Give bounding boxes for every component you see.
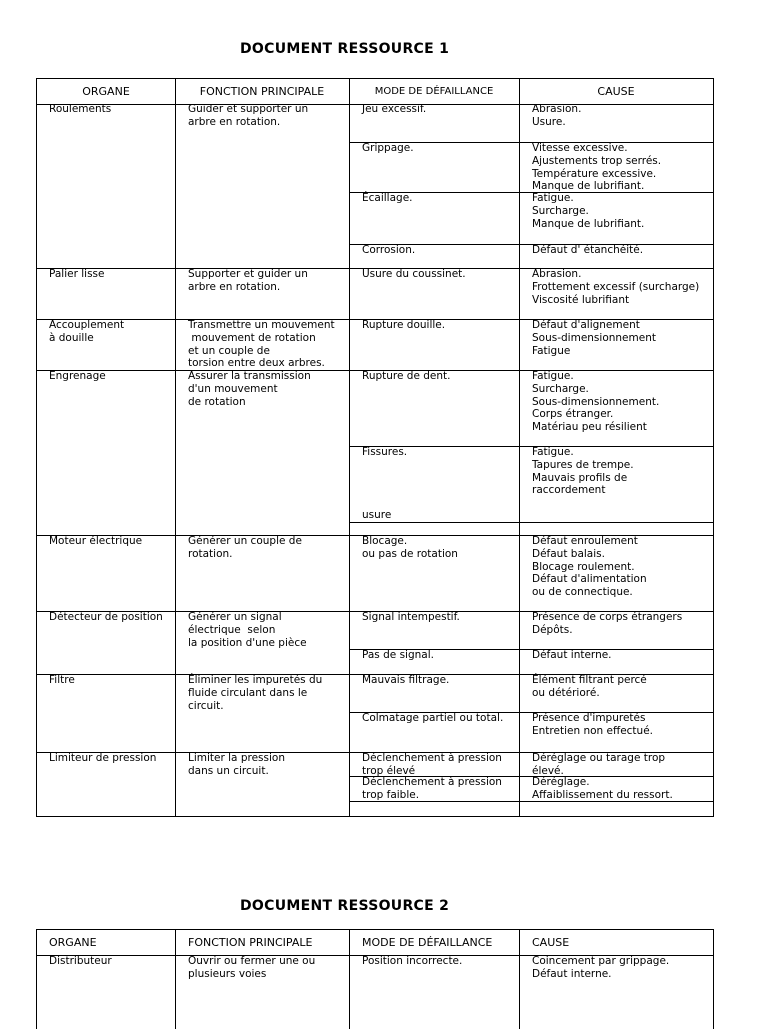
mode-cell (362, 446, 407, 459)
row-divider (349, 244, 713, 245)
row-divider (349, 142, 713, 143)
cell-line: Usure du coussinet. (362, 268, 466, 280)
row-divider (349, 674, 713, 675)
cell-line: Manque de lubrifiant. (532, 180, 645, 193)
cell-line: Mauvais filtrage. (362, 674, 450, 686)
cell-line: Guider et supporter un (188, 103, 309, 115)
cause-cell (532, 446, 634, 497)
mode-cell (362, 535, 458, 561)
cell-line: Ajustements trop serrés. (532, 154, 662, 167)
fonction-cell (188, 535, 302, 561)
cell-line: Roulements (49, 103, 112, 115)
cell-line: Blocage. (362, 535, 408, 547)
mode-cell (362, 319, 445, 332)
organe-cell (49, 103, 111, 116)
cell-line: Manque de lubrifiant. (532, 217, 645, 230)
cell-line: Fatigue. (532, 370, 574, 382)
cell-line: Signal intempestif. (362, 611, 460, 623)
cell-line: Assurer la transmission (188, 370, 311, 382)
column-divider (349, 79, 350, 816)
cell-line: Fatigue. (532, 192, 574, 204)
organe-cell (49, 370, 106, 383)
header-organe: ORGANE (49, 936, 97, 949)
document-title-2: DOCUMENT RESSOURCE 2 (240, 898, 450, 914)
row-divider (349, 776, 713, 777)
cell-line: Dépôts. (532, 623, 573, 636)
column-divider (519, 79, 520, 816)
cell-line: de rotation (188, 395, 246, 408)
table-header-row (37, 79, 713, 105)
row-divider (349, 522, 713, 523)
row-divider (37, 611, 349, 612)
cell-line: ou détérioré. (532, 686, 600, 699)
organe-cell (49, 611, 163, 624)
cell-line: arbre en rotation. (188, 280, 281, 293)
cell-line: Supporter et guider un (188, 268, 308, 280)
cause-cell (532, 103, 581, 129)
cause-cell (532, 752, 665, 778)
cell-line: Engrenage (49, 370, 106, 382)
column-divider (349, 930, 350, 1029)
cell-line: Défaut interne. (532, 649, 612, 661)
cell-line: électrique selon (188, 623, 276, 636)
row-divider (37, 674, 349, 675)
cell-line: Élément filtrant percé (532, 674, 647, 686)
cell-line: Déclenchement à pression (362, 776, 502, 788)
cause-cell (532, 244, 643, 257)
cell-line: Limiter la pression (188, 752, 285, 764)
cell-line: plusieurs voies (188, 967, 267, 980)
row-divider (37, 268, 349, 269)
column-divider (175, 79, 176, 816)
cell-line: Défaut interne. (532, 967, 612, 980)
cell-line: Fatigue (532, 344, 571, 357)
document-title-1: DOCUMENT RESSOURCE 1 (240, 41, 450, 57)
fonction-cell (188, 268, 308, 294)
cell-line: Position incorrecte. (362, 955, 463, 967)
cell-line: Éliminer les impuretés du (188, 674, 323, 686)
mode-cell (362, 776, 502, 802)
cell-line: mouvement de rotation (188, 331, 316, 344)
header-mode: MODE DE DÉFAILLANCE (362, 936, 493, 949)
cell-line: Surcharge. (532, 204, 589, 217)
row-divider (349, 192, 713, 193)
cell-line: Affaiblissement du ressort. (532, 788, 673, 801)
cause-cell (532, 268, 699, 306)
row-divider (349, 712, 713, 713)
organe-cell (49, 319, 124, 345)
header-fonction: FONCTION PRINCIPALE (199, 85, 325, 98)
mode-cell (362, 509, 391, 522)
cell-line: Colmatage partiel ou total. (362, 712, 504, 724)
cause-cell (532, 319, 656, 357)
cell-line: Matériau peu résilient (532, 421, 647, 434)
cell-line: fluide circulant dans le (188, 686, 308, 699)
cause-cell (532, 142, 661, 193)
cell-line: Déréglage. (532, 776, 590, 788)
cell-line: Rupture douille. (362, 319, 446, 331)
cell-line: circuit. (188, 699, 224, 712)
mode-cell (362, 712, 503, 725)
cause-cell (532, 712, 653, 738)
fonction-cell (188, 319, 335, 370)
mode-cell (362, 649, 434, 662)
cause-cell (532, 611, 682, 637)
cell-line: Rupture de dent. (362, 370, 451, 382)
cell-line: Présence d'impuretés (532, 712, 646, 724)
row-divider (349, 801, 713, 802)
cell-line: Déréglage ou tarage trop (532, 752, 666, 764)
row-divider (37, 319, 349, 320)
cell-line: Déclenchement à pression (362, 752, 502, 764)
cell-line: Abrasion. (532, 103, 582, 115)
mode-cell (362, 192, 413, 205)
failure-table-2 (36, 929, 714, 1029)
cell-line: raccordement (532, 484, 606, 497)
row-divider (37, 370, 349, 371)
row-divider (349, 370, 713, 371)
cell-line: élevé. (532, 764, 564, 777)
header-cause: CAUSE (597, 85, 635, 98)
row-divider (349, 268, 713, 269)
row-divider (349, 752, 713, 753)
cell-line: la position d'une pièce (188, 636, 307, 649)
cell-line: Détecteur de position (49, 611, 163, 623)
cause-cell (532, 955, 669, 981)
cell-line: arbre en rotation. (188, 115, 281, 128)
mode-cell (362, 674, 449, 687)
cell-line: Ouvrir ou fermer une ou (188, 955, 316, 967)
cell-line: Écaillage. (362, 192, 413, 204)
organe-cell (49, 674, 75, 687)
mode-cell (362, 955, 462, 968)
mode-cell (362, 103, 426, 116)
cell-line: Mauvais profils de (532, 471, 628, 484)
cell-line: Jeu excessif. (362, 103, 427, 115)
fonction-cell (188, 370, 311, 408)
row-divider (349, 611, 713, 612)
cell-line: Transmettre un mouvement (188, 319, 335, 331)
cell-line: Fatigue. (532, 446, 574, 458)
cell-line: et un couple de (188, 344, 270, 357)
cause-cell (532, 649, 612, 662)
mode-cell (362, 244, 415, 257)
cell-line: Défaut balais. (532, 547, 605, 560)
cell-line: usure (362, 509, 392, 521)
cell-line: Défaut d' étanchéité. (532, 244, 644, 256)
cell-line: trop faible. (362, 788, 420, 801)
cell-line: trop élevé (362, 764, 416, 777)
cell-line: dans un circuit. (188, 764, 269, 777)
cell-line: Pas de signal. (362, 649, 434, 661)
cell-line: Distributeur (49, 955, 112, 967)
cause-cell (532, 776, 673, 802)
header-fonction: FONCTION PRINCIPALE (188, 936, 313, 949)
cell-line: Sous-dimensionnement. (532, 395, 660, 408)
row-divider (349, 319, 713, 320)
row-divider (349, 649, 713, 650)
organe-cell (49, 268, 104, 281)
cell-line: Abrasion. (532, 268, 582, 280)
organe-cell (49, 955, 112, 968)
cell-line: Grippage. (362, 142, 414, 154)
cell-line: Sous-dimensionnement (532, 331, 656, 344)
cell-line: Générer un signal (188, 611, 282, 623)
cell-line: Moteur électrique (49, 535, 143, 547)
cell-line: torsion entre deux arbres. (188, 357, 325, 370)
mode-cell (362, 752, 502, 778)
fonction-cell (188, 611, 307, 649)
fonction-cell (188, 955, 315, 981)
fonction-cell (188, 674, 322, 712)
header-cause: CAUSE (532, 936, 570, 949)
column-divider (175, 930, 176, 1029)
header-organe: ORGANE (82, 85, 130, 98)
cell-line: Viscosité lubrifiant (532, 293, 630, 306)
cause-cell (532, 192, 644, 230)
cell-line: rotation. (188, 547, 233, 560)
cell-line: Usure. (532, 115, 566, 128)
header-mode: MODE DE DÉFAILLANCE (374, 86, 494, 97)
cell-line: ou pas de rotation (362, 547, 458, 560)
row-divider (349, 535, 713, 536)
column-divider (519, 930, 520, 1029)
failure-table-1 (36, 78, 714, 817)
cell-line: Générer un couple de (188, 535, 302, 547)
cell-line: Défaut d'alignement (532, 319, 640, 331)
cell-line: Vitesse excessive. (532, 142, 628, 154)
table-header-row (37, 930, 713, 956)
mode-cell (362, 268, 466, 281)
row-divider (37, 535, 349, 536)
mode-cell (362, 142, 414, 155)
cell-line: Corps étranger. (532, 408, 614, 421)
cause-cell (532, 370, 659, 434)
cell-line: Blocage roulement. (532, 560, 635, 573)
cell-line: Coincement par grippage. (532, 955, 670, 967)
fonction-cell (188, 752, 285, 778)
cell-line: à douille (49, 331, 94, 344)
cell-line: Palier lisse (49, 268, 105, 280)
mode-cell (362, 370, 451, 383)
cell-line: Entretien non effectué. (532, 724, 654, 737)
cell-line: Défaut enroulement (532, 535, 638, 547)
cell-line: ou de connectique. (532, 586, 633, 599)
cell-line: Surcharge. (532, 382, 589, 395)
cell-line: Défaut d'alimentation (532, 573, 647, 586)
fonction-cell (188, 103, 308, 129)
organe-cell (49, 535, 142, 548)
cell-line: Température excessive. (532, 167, 657, 180)
cause-cell (532, 535, 647, 599)
cell-line: Présence de corps étrangers (532, 611, 683, 623)
row-divider (349, 446, 713, 447)
cell-line: Tapures de trempe. (532, 458, 634, 471)
mode-cell (362, 611, 460, 624)
cell-line: Limiteur de pression (49, 752, 157, 764)
cell-line: Frottement excessif (surcharge) (532, 280, 700, 293)
cell-line: d'un mouvement (188, 382, 278, 395)
cause-cell (532, 674, 647, 700)
cell-line: Corrosion. (362, 244, 416, 256)
organe-cell (49, 752, 156, 765)
cell-line: Accouplement (49, 319, 125, 331)
row-divider (37, 752, 349, 753)
cell-line: Fissures. (362, 446, 408, 458)
cell-line: Filtre (49, 674, 75, 686)
